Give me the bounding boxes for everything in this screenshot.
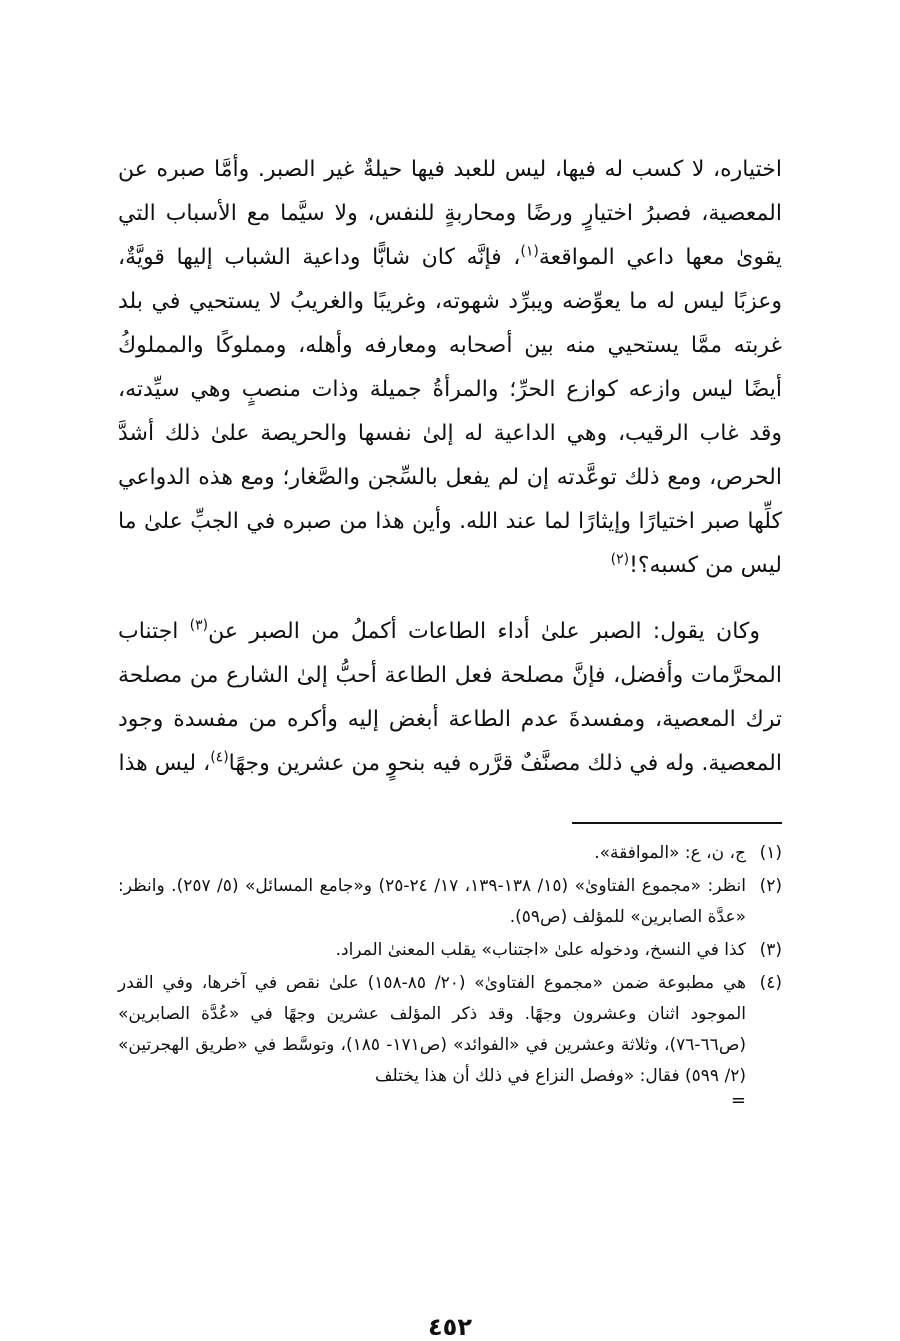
paragraph-2: [118, 610, 782, 786]
footnote-ref-2: (٢): [610, 551, 630, 568]
main-text: [118, 148, 782, 786]
footnote-separator: [572, 822, 782, 824]
footnote-text: كذا في النسخ، ودخوله علىٰ «اجتناب» يقلب المعنىٰ المراد.: [335, 940, 746, 960]
footnote-2: [118, 871, 782, 933]
paragraph-1-text-a: اختياره، لا كسب له فيها، ليس للعبد فيها حيلةٌ غير الصبر. وأمَّا صبره عن المعصية، فصبرُ اختيارٍ ورضًا ومحاربةٍ للنفس، ولا سيَّما مع الأسباب التي يقوىٰ معها داعي المواقعة: [118, 157, 782, 270]
footnote-number: (٢): [759, 876, 782, 896]
footnote-4: [118, 968, 782, 1092]
footnote-1: [118, 838, 782, 869]
footnote-number: (٣): [759, 940, 782, 960]
footnote-3: [118, 935, 782, 966]
paragraph-2-text-a: وكان يقول: الصبر علىٰ أداء الطاعات أكملُ من الصبر عن: [208, 619, 760, 644]
continuation-mark: =: [730, 1090, 746, 1111]
paragraph-1-text-b: ، فإنَّه كان شابًّا وداعية الشباب إليها قويَّةٌ، وعزبًا ليس له ما يعوِّضه ويبرِّد شهوته، وغريبًا والغريبُ لا يستحيي في بلد غربته ممَّا يستحيي منه بين أصحابه ومعارفه وأهله، ومملوكًا والمملوكُ أيضًا ليس وازعه كوازع الحرِّ؛ والمرأةُ جميلة وذات منصبٍ وهي سيِّدته، وقد غاب الرقيب، وهي الداعية له إلىٰ نفسها والحريصة علىٰ ذلك أشدَّ الحرص، ومع ذلك توعَّدته إن لم يفعل بالسِّجن والصَّغار؛ ومع هذه الدواعي كلِّها صبر اختيارًا وإيثارًا لما عند الله. وأين هذا من صبره في الجبِّ علىٰ ما ليس من كسبه؟!: [118, 245, 782, 578]
paragraph-2-text-b: اجتناب المحرَّمات وأفضل، فإنَّ مصلحة فعل الطاعة أحبُّ إلىٰ الشارع من مصلحة ترك المعصية، ومفسدةَ عدم الطاعة أبغض إليه وأكره من مفسدة وجود المعصية. وله في ذلك مصنَّفٌ قرَّره فيه بنحوٍ من عشرين وجهًا: [118, 619, 782, 776]
footnote-number: (١): [759, 843, 782, 863]
paragraph-2-text-c: ، ليس هذا: [118, 751, 211, 776]
footnote-text: هي مطبوعة ضمن «مجموع الفتاوىٰ» (٢٠/ ٨٥-١٥٨) علىٰ نقص في آخرها، وفي القدر الموجود اثنان وعشرون وجهًا. وقد ذكر المؤلف عشرين وجهًا في «عُدَّة الصابرين» (ص٦٦-٧٦)، وثلاثة وعشرين في «الفوائد» (ص١٧١- ١٨٥)، وتوسَّط في «طريق الهجرتين» (٢/ ٥٩٩) فقال: «وفصل النزاع في ذلك أن هذا يختلف: [118, 973, 746, 1086]
footnote-ref-1: (١): [520, 243, 539, 260]
page-number: ٤٥٢: [428, 1313, 472, 1341]
footnotes: [118, 838, 782, 1111]
footnote-ref-4: (٤): [210, 749, 229, 766]
paragraph-1: [118, 148, 782, 588]
book-page: [118, 148, 782, 1341]
footnote-text: انظر: «مجموع الفتاوىٰ» (١٥/ ١٣٨-١٣٩، ١٧/ ٢٤-٢٥) و«جامع المسائل» (٥/ ٢٥٧). وانظر: «عدَّة الصابرين» للمؤلف (ص٥٩).: [118, 876, 746, 927]
footnote-ref-3: (٣): [189, 617, 209, 634]
footnote-text: ج، ن، ع: «الموافقة».: [594, 843, 746, 863]
footnote-number: (٤): [759, 973, 782, 993]
